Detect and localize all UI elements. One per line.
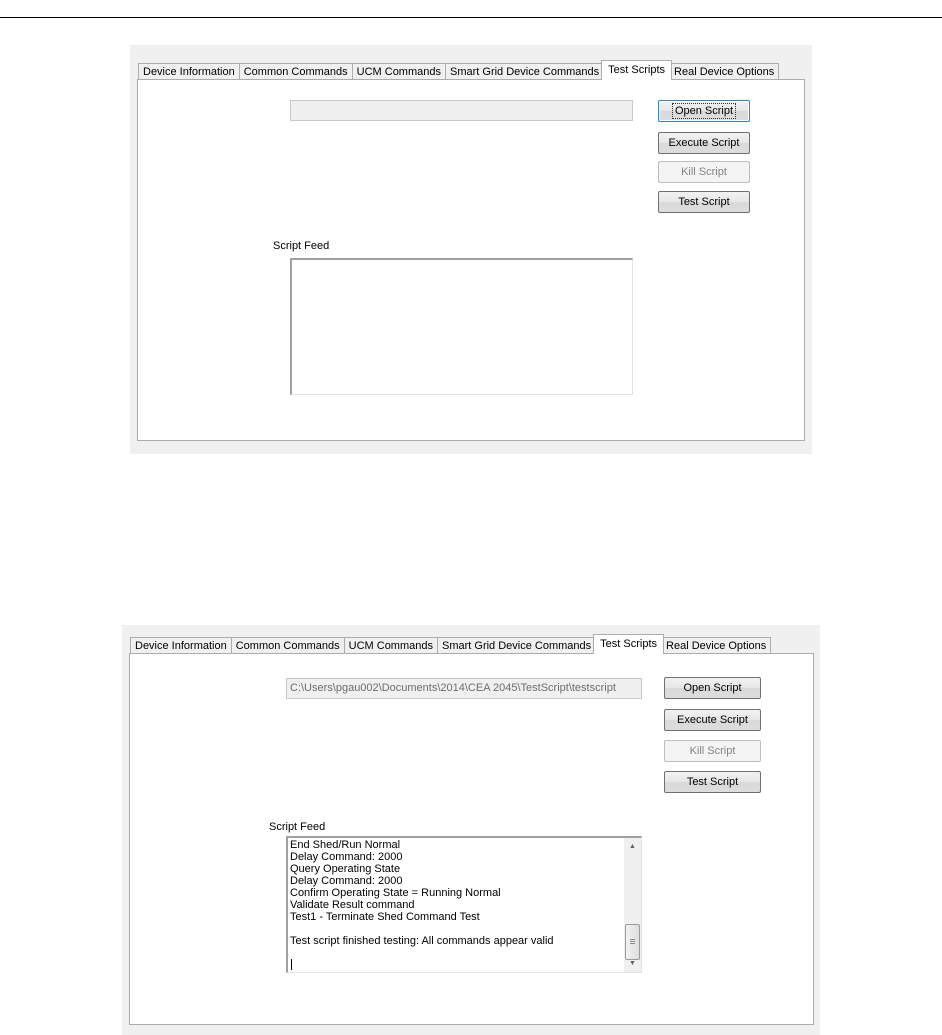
test-scripts-panel	[137, 79, 805, 441]
text-caret	[291, 959, 292, 970]
tab-test-scripts[interactable]: Test Scripts	[593, 634, 664, 654]
feed-line: Test script finished testing: All commands appear valid	[290, 935, 554, 947]
tab-device-information[interactable]: Device Information	[138, 63, 240, 80]
tab-ucm-commands[interactable]: UCM Commands	[352, 63, 446, 80]
tab-strip	[130, 634, 770, 654]
thumb-grip-icon	[630, 941, 635, 942]
page-top-rule	[0, 17, 942, 18]
script-feed-label: Script Feed	[269, 821, 326, 833]
scroll-up-arrow-icon[interactable]: ▲	[629, 843, 636, 850]
kill-script-button[interactable]: Kill Script	[658, 161, 750, 183]
open-script-label: Open Script	[672, 103, 736, 119]
execute-script-button[interactable]: Execute Script	[664, 709, 761, 731]
feed-line: Delay Command: 2000	[290, 851, 403, 863]
test-scripts-panel	[129, 653, 814, 1025]
test-scripts-dialog-before	[130, 45, 812, 454]
script-path-field: C:\Users\pgau002\Documents\2014\CEA 2045\TestScript\testscript	[286, 678, 642, 699]
feed-line: End Shed/Run Normal	[290, 839, 401, 851]
open-script-button[interactable]: Open Script	[664, 677, 761, 699]
feed-line: Confirm Operating State = Running Normal	[290, 887, 501, 899]
feed-line: Delay Command: 2000	[290, 875, 403, 887]
tab-test-scripts[interactable]: Test Scripts	[601, 60, 672, 80]
feed-line: Query Operating State	[290, 863, 401, 875]
script-feed-label: Script Feed	[273, 240, 330, 252]
tab-ucm-commands[interactable]: UCM Commands	[344, 637, 438, 654]
thumb-grip-icon	[630, 943, 635, 944]
scroll-down-arrow-icon[interactable]: ▼	[629, 960, 636, 967]
tab-common-commands[interactable]: Common Commands	[231, 637, 345, 654]
kill-script-button[interactable]: Kill Script	[664, 740, 761, 762]
tab-real-device-options[interactable]: Real Device Options	[669, 63, 779, 80]
thumb-grip-icon	[630, 939, 635, 940]
execute-script-button[interactable]: Execute Script	[658, 132, 750, 154]
tab-smart-grid-device-commands[interactable]: Smart Grid Device Commands	[437, 637, 596, 654]
script-feed-content	[290, 839, 621, 947]
feed-line: Test1 - Terminate Shed Command Test	[290, 911, 480, 923]
tab-real-device-options[interactable]: Real Device Options	[661, 637, 771, 654]
test-scripts-dialog-after	[122, 625, 820, 1035]
tab-smart-grid-device-commands[interactable]: Smart Grid Device Commands	[445, 63, 604, 80]
feed-scrollbar[interactable]	[624, 838, 641, 972]
script-feed-textbox[interactable]	[286, 836, 642, 973]
test-script-button[interactable]: Test Script	[664, 771, 761, 793]
script-feed-textbox[interactable]	[290, 258, 633, 395]
script-path-field	[290, 100, 633, 121]
tab-device-information[interactable]: Device Information	[130, 637, 232, 654]
feed-line: Validate Result command	[290, 899, 415, 911]
feed-line	[290, 923, 621, 935]
tab-common-commands[interactable]: Common Commands	[239, 63, 353, 80]
test-script-button[interactable]: Test Script	[658, 191, 750, 213]
tab-strip	[138, 60, 778, 80]
open-script-button[interactable]	[658, 100, 750, 122]
